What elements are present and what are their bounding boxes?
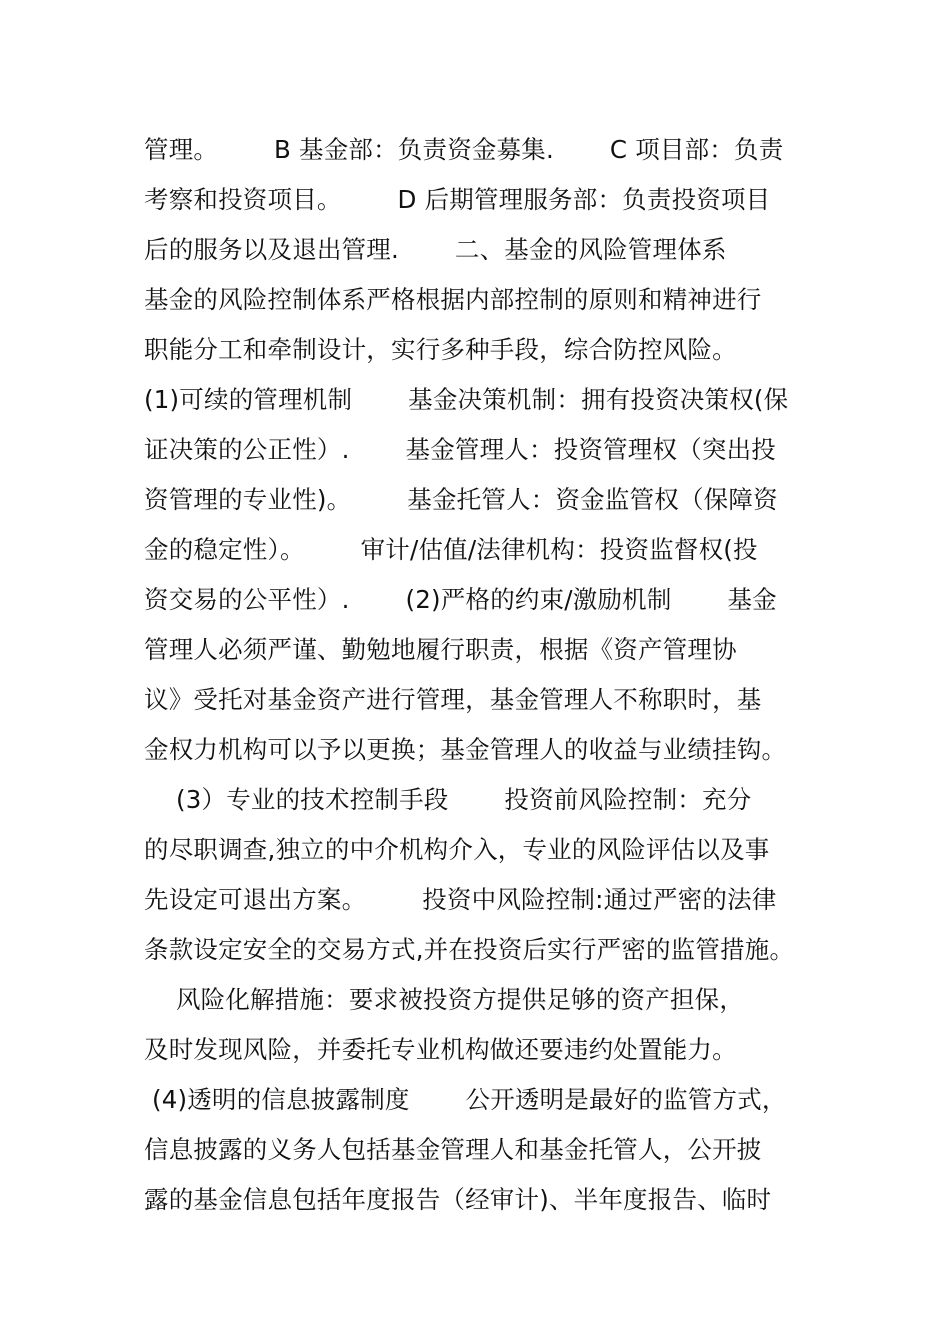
text-line-15: 的尽职调查,独立的中介机构介入，专业的风险评估以及事 xyxy=(144,835,770,864)
text-line-13: 金权力机构可以予以更换；基金管理人的收益与业绩挂钩。 xyxy=(144,735,787,764)
text-line-10: 资交易的公平性）. (2)严格的约束/激励机制 基金 xyxy=(144,585,777,614)
text-line-1: 管理。 B 基金部：负责资金募集. C 项目部：负责 xyxy=(144,135,784,164)
text-line-8: 资管理的专业性)。 基金托管人：资金监管权（保障资 xyxy=(144,485,778,514)
text-line-19: 及时发现风险，并委托专业机构做还要违约处置能力。 xyxy=(144,1035,737,1064)
text-line-6: (1)可续的管理机制 基金决策机制：拥有投资决策权(保 xyxy=(144,385,789,414)
text-line-4: 基金的风险控制体系严格根据内部控制的原则和精神进行 xyxy=(144,285,762,314)
text-line-17: 条款设定安全的交易方式,并在投资后实行严密的监管措施。 xyxy=(144,935,795,964)
text-line-9: 金的稳定性）。 审计/估值/法律机构：投资监督权(投 xyxy=(144,535,758,564)
text-line-5: 职能分工和牵制设计，实行多种手段，综合防控风险。 xyxy=(144,335,737,364)
text-line-12: 议》受托对基金资产进行管理，基金管理人不称职时，基 xyxy=(144,685,762,714)
text-line-3: 后的服务以及退出管理. 二、基金的风险管理体系 xyxy=(144,235,727,264)
text-line-7: 证决策的公正性）. 基金管理人：投资管理权（突出投 xyxy=(144,435,777,464)
text-line-18: 风险化解措施：要求被投资方提供足够的资产担保， xyxy=(144,985,745,1014)
text-line-14: (3）专业的技术控制手段 投资前风险控制：充分 xyxy=(144,785,752,814)
text-line-20: (4)透明的信息披露制度 公开透明是最好的监管方式， xyxy=(144,1085,787,1114)
text-line-2: 考察和投资项目。 D 后期管理服务部：负责投资项目 xyxy=(144,185,771,214)
text-line-11: 管理人必须严谨、勤勉地履行职责，根据《资产管理协 xyxy=(144,635,737,664)
text-line-21: 信息披露的义务人包括基金管理人和基金托管人，公开披 xyxy=(144,1135,762,1164)
body-text xyxy=(144,125,824,1225)
text-line-22: 露的基金信息包括年度报告（经审计)、半年度报告、临时 xyxy=(144,1185,772,1214)
text-line-16: 先设定可退出方案。 投资中风险控制:通过严密的法律 xyxy=(144,885,777,914)
